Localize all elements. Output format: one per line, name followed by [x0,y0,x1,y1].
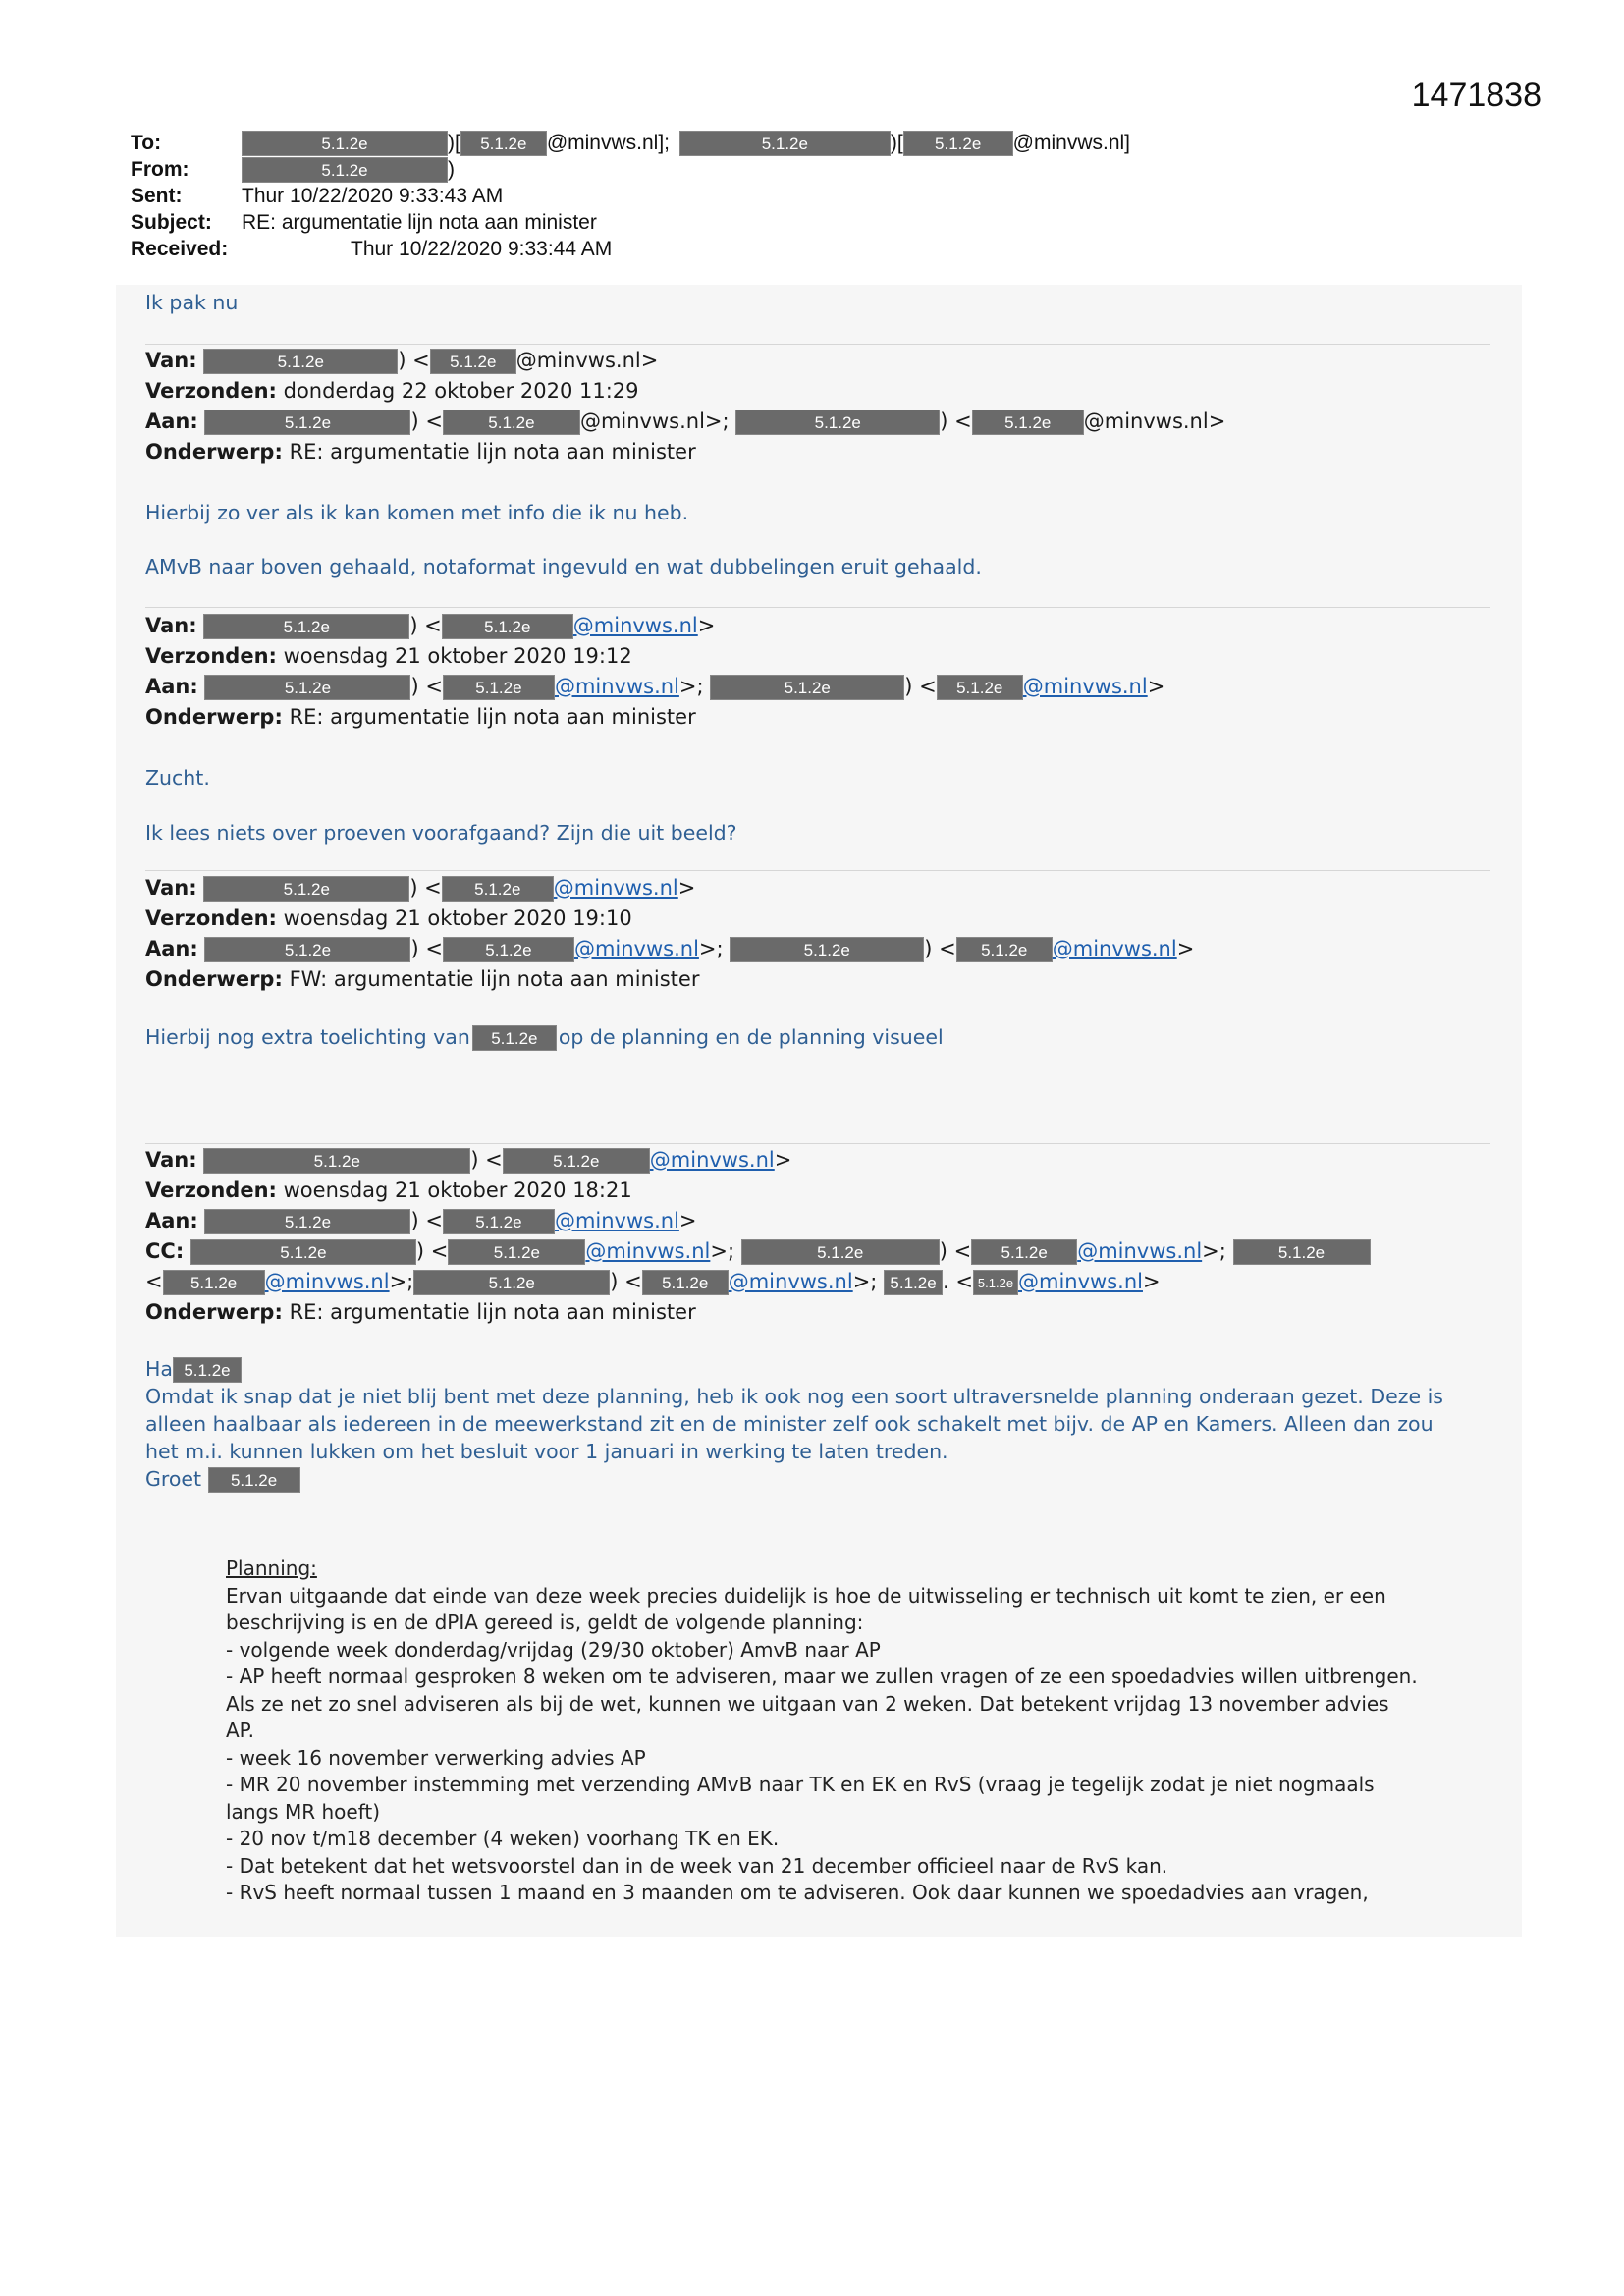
email-link[interactable]: @minvws.nl [573,937,699,960]
redaction-box: 5.1.2e [460,131,547,156]
verzonden-label: Verzonden: [145,1178,277,1202]
redaction-box: 5.1.2e [973,1270,1018,1295]
greeting-text: Ha [145,1357,173,1381]
planning-line: - 20 nov t/m18 december (4 weken) voorhang TK en EK. [226,1827,780,1850]
separator: ) < [398,349,430,372]
from-row [131,156,1130,183]
sent-row [131,183,1130,209]
redaction-box: 5.1.2e [208,1467,300,1493]
redaction-box: 5.1.2e [448,1239,585,1265]
verzonden-value: woensdag 21 oktober 2020 18:21 [283,1178,632,1202]
sent-value: Thur 10/22/2020 9:33:43 AM [242,185,504,207]
redaction-box: 5.1.2e [956,937,1053,962]
separator: > [697,614,716,637]
separator: ) < [410,1209,443,1232]
separator: )[ [448,132,460,154]
aan-label: Aan: [145,675,198,698]
redaction-box: 5.1.2e [884,1270,943,1295]
planning-line: - Dat betekent dat het wetsvoorstel dan in de week van 21 december officieel naar de RvS kan. [226,1853,1168,1878]
quoted-message-header [145,611,1164,733]
received-value: Thur 10/22/2020 9:33:44 AM [351,238,613,260]
onderwerp-value: RE: argumentatie lijn nota aan minister [289,705,696,729]
body-line: het m.i. kunnen lukken om het besluit voor 1 januari in werking te laten treden. [145,1440,948,1463]
onderwerp-label: Onderwerp: [145,967,283,991]
redaction-box: 5.1.2e [443,1209,555,1234]
redaction-box: 5.1.2e [163,1270,265,1295]
email-link[interactable]: @minvws.nl [649,1148,775,1172]
body-text: op de planning en de planning visueel [558,1025,944,1049]
planning-line: - MR 20 november instemming met verzending AMvB naar TK en EK en RvS (vraag je tegelijk zodat je niet nogmaals [226,1773,1375,1796]
sent-label: Sent: [131,185,183,207]
separator: >; [1202,1239,1226,1263]
message-body [145,1023,944,1051]
redaction-box: 5.1.2e [442,876,554,902]
redaction-box: 5.1.2e [741,1239,940,1265]
to-label: To: [131,132,162,154]
planning-line: - week 16 november verwerking advies AP [226,1745,646,1770]
email-link[interactable]: @minvws.nl [728,1270,853,1293]
from-label: From: [131,158,189,181]
redaction-box: 5.1.2e [203,876,409,902]
verzonden-value: woensdag 21 oktober 2020 19:12 [283,644,632,668]
onderwerp-label: Onderwerp: [145,1300,283,1324]
redaction-box: 5.1.2e [190,1239,416,1265]
redaction-box: 5.1.2e [642,1270,729,1295]
message-body: AMvB naar boven gehaald, notaformat ingevuld en wat dubbelingen eruit gehaald. [145,555,982,578]
separator: >; [852,1270,878,1293]
separator: ) < [410,410,443,433]
separator: > [1176,937,1195,960]
redaction-box: 5.1.2e [203,1148,470,1174]
van-label: Van: [145,349,197,372]
redaction-box: 5.1.2e [204,1209,410,1234]
subject-value: RE: argumentatie lijn nota aan minister [242,211,597,234]
body-line: alleen haalbaar als iedereen in de meewerkstand zit en de minister zelf ook schakelt met bijv. de AP en Kamers. Alleen dan zou [145,1412,1434,1436]
separator: ) < [610,1270,642,1293]
redaction-box: 5.1.2e [710,675,904,700]
email-link[interactable]: @minvws.nl [1018,1270,1143,1293]
redaction-box: 5.1.2e [730,937,924,962]
message-separator [145,344,1490,345]
redaction-box: 5.1.2e [413,1270,610,1295]
to-address-2: @minvws.nl] [1012,132,1131,154]
van-label: Van: [145,614,197,637]
email-link[interactable]: @minvws.nl [1022,675,1148,698]
message-body: Zucht. [145,766,210,790]
separator: > [1147,675,1165,698]
closing-text: Groet [145,1467,202,1491]
onderwerp-label: Onderwerp: [145,440,283,464]
verzonden-label: Verzonden: [145,379,277,403]
separator: > [678,1209,697,1232]
aan-address-2: @minvws.nl> [1083,410,1226,433]
separator: ) < [410,937,443,960]
message-body: Ik pak nu [145,291,239,314]
redaction-box: 5.1.2e [735,410,940,435]
separator: ) < [470,1148,503,1172]
redaction-box: 5.1.2e [1233,1239,1371,1265]
redaction-box: 5.1.2e [472,1025,557,1051]
planning-line: AP. [226,1719,254,1742]
received-row [131,236,1130,262]
aan-label: Aan: [145,1209,198,1232]
redaction-box: 5.1.2e [204,675,410,700]
planning-line: Ervan uitgaande dat einde van deze week precies duidelijk is hoe de uitwisseling er technisch uit komt te zien, er een [226,1583,1386,1608]
redaction-box: 5.1.2e [430,349,516,374]
message-separator [145,1143,1490,1144]
separator: . < [943,1270,973,1293]
redaction-box: 5.1.2e [443,675,555,700]
quoted-message-header [145,873,1194,995]
separator: )[ [890,132,903,154]
van-label: Van: [145,1148,197,1172]
separator: ) < [904,675,937,698]
email-link[interactable]: @minvws.nl [554,1209,679,1232]
onderwerp-value: RE: argumentatie lijn nota aan minister [289,1300,696,1324]
planning-line: - volgende week donderdag/vrijdag (29/30 oktober) AmvB naar AP [226,1637,881,1662]
email-link[interactable]: @minvws.nl [264,1270,390,1293]
redaction-box: 5.1.2e [203,349,398,374]
aan-label: Aan: [145,410,198,433]
separator: >; [710,1239,735,1263]
separator: ) [448,158,455,181]
redaction-box: 5.1.2e [242,131,448,156]
van-label: Van: [145,876,197,900]
aan-address-1: @minvws.nl>; [579,410,730,433]
quoted-message-header [145,1145,1371,1328]
message-body [145,1355,1490,1493]
redaction-box: 5.1.2e [937,675,1023,700]
separator: >; [678,675,704,698]
redaction-box: 5.1.2e [503,1148,650,1174]
verzonden-value: woensdag 21 oktober 2020 19:10 [283,906,632,930]
separator: > [677,876,696,900]
email-link[interactable]: @minvws.nl [1077,1239,1203,1263]
onderwerp-value: FW: argumentatie lijn nota aan minister [289,967,700,991]
subject-row [131,209,1130,236]
separator: ) < [924,937,956,960]
redaction-box: 5.1.2e [972,410,1084,435]
verzonden-value: donderdag 22 oktober 2020 11:29 [283,379,639,403]
redaction-box: 5.1.2e [903,131,1013,156]
redaction-box: 5.1.2e [204,410,410,435]
redaction-box: 5.1.2e [442,614,573,639]
document-id: 1471838 [1411,77,1542,114]
redaction-box: 5.1.2e [242,157,448,183]
redaction-box: 5.1.2e [443,410,580,435]
email-link[interactable]: @minvws.nl [554,675,679,698]
received-label: Received: [131,238,229,260]
separator: ) < [410,675,443,698]
separator: ) < [409,876,442,900]
cc-label: CC: [145,1239,185,1263]
body-text: Hierbij nog extra toelichting van [145,1025,470,1049]
email-link[interactable]: @minvws.nl [585,1239,711,1263]
van-address: @minvws.nl> [515,349,659,372]
to-row [131,130,1130,156]
email-link[interactable]: @minvws.nl [553,876,678,900]
email-link[interactable]: @minvws.nl [572,614,698,637]
separator: >; [389,1270,414,1293]
separator: > [1142,1270,1161,1293]
redaction-box: 5.1.2e [203,614,409,639]
message-separator [145,870,1490,871]
email-link[interactable]: @minvws.nl [1052,937,1177,960]
separator: ) < [415,1239,449,1263]
to-address-1: @minvws.nl]; [546,132,670,154]
verzonden-label: Verzonden: [145,644,277,668]
email-header [131,130,1130,262]
separator: < [145,1270,163,1293]
redaction-box: 5.1.2e [971,1239,1077,1265]
redaction-box: 5.1.2e [204,937,410,962]
redaction-box: 5.1.2e [443,937,574,962]
planning-section [226,1556,1502,1907]
planning-line: - AP heeft normaal gesproken 8 weken om te adviseren, maar we zullen vragen of ze een spoedadvies willen uitbrengen. [226,1665,1418,1688]
separator: ) < [940,410,972,433]
message-body: Ik lees niets over proeven voorafgaand? Zijn die uit beeld? [145,821,737,845]
separator: ) < [409,614,442,637]
quoted-message-header [145,346,1225,467]
redaction-box: 5.1.2e [173,1357,242,1383]
message-body: Hierbij zo ver als ik kan komen met info die ik nu heb. [145,501,689,524]
planning-title: Planning: [226,1557,317,1580]
redaction-box: 5.1.2e [679,131,891,156]
onderwerp-value: RE: argumentatie lijn nota aan minister [289,440,696,464]
planning-line: - RvS heeft normaal tussen 1 maand en 3 maanden om te adviseren. Ook daar kunnen we spoedadvies aan vragen, [226,1881,1369,1904]
separator: ) < [939,1239,972,1263]
separator: > [774,1148,792,1172]
verzonden-label: Verzonden: [145,906,277,930]
onderwerp-label: Onderwerp: [145,705,283,729]
planning-line: Als ze net zo snel adviseren als bij de wet, kunnen we uitgaan van 2 weken. Dat betekent vrijdag 13 november advies [226,1691,1389,1716]
message-separator [145,607,1490,608]
planning-line: beschrijving is en de dPIA gereed is, geldt de volgende planning: [226,1611,864,1634]
aan-label: Aan: [145,937,198,960]
body-line: Omdat ik snap dat je niet blij bent met deze planning, heb ik ook nog een soort ultraversnelde planning onderaan gezet. Deze is [145,1385,1443,1408]
separator: >; [698,937,724,960]
subject-label: Subject: [131,211,212,234]
planning-line: langs MR hoeft) [226,1799,381,1824]
